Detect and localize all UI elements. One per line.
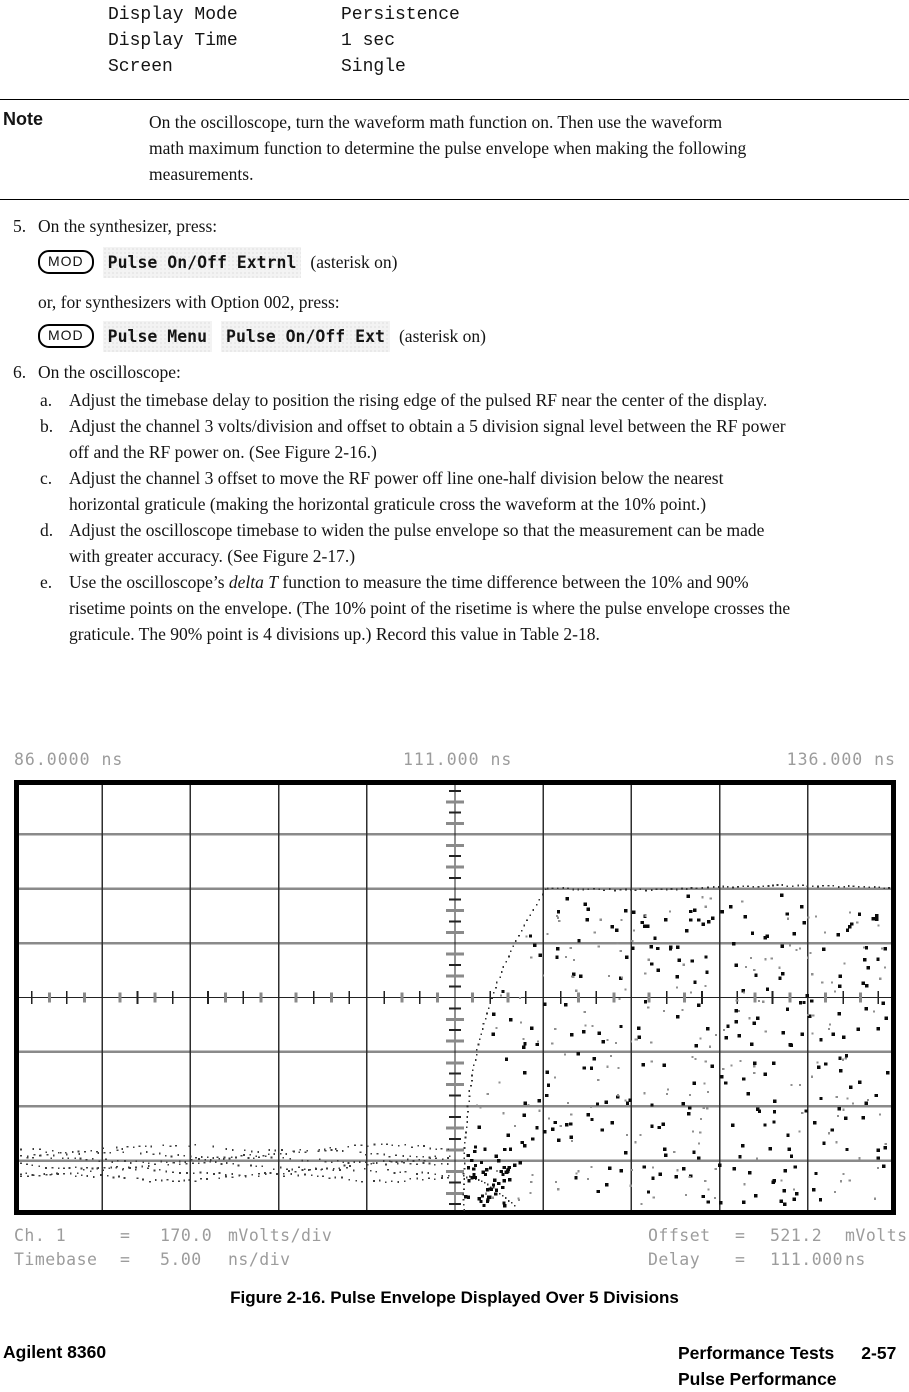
- step-number: 6.: [13, 362, 27, 382]
- sub-text: Adjust the channel 3 offset to move the RF power off line one-half division below the nearest horizontal graticule (making the horizontal graticule cross the waveform at the 10% point.): [69, 468, 724, 514]
- sub-item-d: [40, 517, 909, 569]
- readout-label: Offset: [648, 1226, 711, 1245]
- asterisk-note: (asterisk on): [398, 326, 486, 346]
- time-label-right: 136.000 ns: [786, 750, 896, 769]
- setting-value: Persistence: [341, 5, 460, 25]
- delta-t-italic: delta T: [228, 572, 279, 592]
- scope-readout-left: [14, 1224, 332, 1272]
- sub-item-e: [40, 569, 909, 647]
- figure-caption: Figure 2-16. Pulse Envelope Displayed Over 5 Divisions: [230, 1288, 679, 1307]
- softkey-pulse-menu: Pulse Menu: [103, 321, 212, 352]
- oscilloscope-display: [14, 780, 896, 1215]
- step-5: [13, 213, 909, 239]
- asterisk-note: (asterisk on): [310, 252, 398, 272]
- readout-label: Delay: [648, 1250, 701, 1269]
- setting-row: [108, 54, 909, 80]
- sub-text-post: function to measure the time difference between the 10% and 90% risetime points on the envelope. (The 10% point of the risetime is where the pulse envelope crosses the graticule. The 90% point is 4 divisions up.) Record this value in Table 2-18.: [69, 572, 791, 644]
- sub-item-b: [40, 413, 909, 465]
- sub-text-pre: Use the oscilloscope’s: [69, 572, 229, 592]
- step-number: 5.: [13, 216, 27, 236]
- readout-eq: =: [120, 1250, 131, 1269]
- footer-page-number: 2-57: [861, 1343, 897, 1363]
- readout-value: 111.000: [770, 1250, 844, 1269]
- readout-unit: ns/div: [228, 1250, 291, 1269]
- sub-text: Adjust the channel 3 volts/division and offset to obtain a 5 division signal level between the RF power off and the RF power on. (See Figure 2-16.): [69, 416, 786, 462]
- divider: [0, 199, 909, 200]
- key-sequence-1: [38, 246, 909, 278]
- footer-section: Performance Tests: [678, 1343, 835, 1363]
- sub-letter: d.: [40, 520, 54, 540]
- note-section: [0, 100, 909, 199]
- readout-eq: =: [120, 1226, 131, 1245]
- setting-row: [108, 2, 909, 28]
- scope-readout: [0, 1224, 909, 1274]
- time-label-center: 111.000 ns: [403, 750, 513, 769]
- sub-letter: a.: [40, 390, 53, 410]
- softkey-pulse-onoff-ext: Pulse On/Off Ext: [221, 321, 390, 352]
- setting-name: Display Mode: [108, 5, 238, 25]
- footer-product-name: Agilent 8360: [3, 1342, 107, 1362]
- sub-text: Adjust the oscilloscope timebase to widen the pulse envelope so that the measurement can be made with greater accuracy. (See Figure 2-17.): [69, 520, 765, 566]
- sub-item-a: [40, 387, 909, 413]
- sub-letter: c.: [40, 468, 53, 488]
- readout-label: Ch. 1: [14, 1226, 67, 1245]
- display-settings-block: [108, 2, 909, 80]
- step-text: On the oscilloscope:: [38, 362, 181, 382]
- note-text: On the oscilloscope, turn the waveform math function on. Then use the waveform math maximum function to determine the pulse envelope when making the following measurements.: [149, 112, 747, 184]
- note-label: Note: [3, 109, 43, 129]
- or-option-text: or, for synthesizers with Option 002, press:: [38, 292, 340, 312]
- footer-section-info: [678, 1340, 896, 1392]
- time-label-left: 86.0000 ns: [14, 750, 124, 769]
- scope-readout-right: [648, 1224, 908, 1272]
- mod-keycap: MOD: [38, 324, 94, 348]
- sub-letter: b.: [40, 416, 54, 436]
- key-sequence-2: [38, 320, 909, 352]
- setting-name: Display Time: [108, 31, 238, 51]
- figure-2-16: [0, 748, 909, 1308]
- sub-text: [69, 569, 795, 647]
- readout-unit: ns: [845, 1250, 866, 1269]
- lettered-sublist: [40, 387, 909, 647]
- readout-unit: mVolts: [845, 1226, 908, 1245]
- footer-line-1: [678, 1340, 896, 1366]
- setting-name: Screen: [108, 57, 173, 77]
- readout-unit: mVolts/div: [228, 1226, 333, 1245]
- sub-text: Adjust the timebase delay to position the rising edge of the pulsed RF near the center of the display.: [69, 390, 768, 410]
- softkey-pulse-onoff-extrnl: Pulse On/Off Extrnl: [103, 247, 302, 278]
- procedure-steps: [13, 213, 909, 647]
- readout-label: Timebase: [14, 1250, 98, 1269]
- readout-value: 5.00: [160, 1250, 202, 1269]
- readout-eq: =: [735, 1250, 746, 1269]
- readout-value: 521.2: [770, 1226, 823, 1245]
- sub-item-c: [40, 465, 909, 517]
- step-6: [13, 359, 909, 385]
- footer-line-2: Pulse Performance: [678, 1369, 837, 1389]
- readout-value: 170.0: [160, 1226, 213, 1245]
- mod-keycap: MOD: [38, 250, 94, 274]
- setting-value: Single: [341, 57, 406, 77]
- scope-time-axis-labels: [0, 748, 909, 774]
- step-text: On the synthesizer, press:: [38, 216, 218, 236]
- setting-row: [108, 28, 909, 54]
- setting-value: 1 sec: [341, 31, 396, 51]
- sub-letter: e.: [40, 572, 53, 592]
- readout-eq: =: [735, 1226, 746, 1245]
